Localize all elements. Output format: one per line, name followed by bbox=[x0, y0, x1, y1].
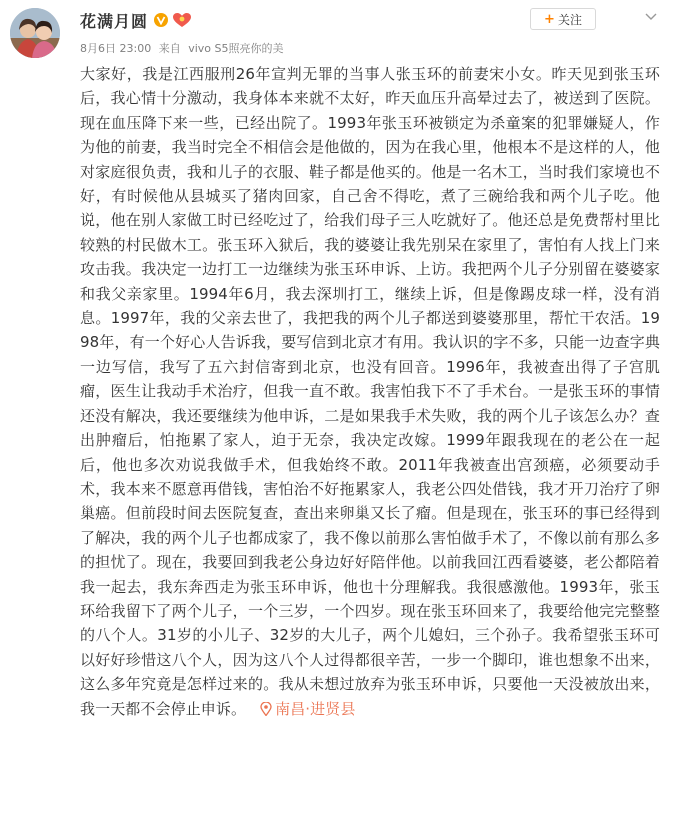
username[interactable]: 花满月圆 bbox=[80, 11, 149, 31]
post-date[interactable]: 8月6日 23:00 bbox=[80, 42, 152, 55]
plus-icon: + bbox=[544, 11, 555, 27]
vip-v-icon bbox=[154, 13, 168, 27]
location-label[interactable]: 南昌·进贤县 bbox=[275, 699, 356, 718]
post-source: vivo S5照亮你的美 bbox=[188, 42, 284, 55]
avatar[interactable] bbox=[10, 8, 60, 58]
chevron-down-icon bbox=[645, 13, 657, 21]
author-row bbox=[80, 8, 192, 32]
location-pin-icon bbox=[260, 702, 272, 716]
follow-button[interactable] bbox=[530, 8, 596, 30]
follow-label: 关注 bbox=[557, 12, 582, 27]
location-link[interactable] bbox=[246, 700, 355, 718]
source-prefix: 来自 bbox=[158, 42, 181, 55]
fan-level-icon bbox=[172, 12, 192, 28]
more-menu-button[interactable] bbox=[640, 6, 662, 28]
post-body bbox=[80, 62, 660, 721]
post-meta bbox=[80, 40, 284, 56]
post-text: 大家好，我是江西服刑26年宣判无罪的当事人张玉环的前妻宋小女。昨天见到张玉环后，我心情十分激动，我身体本来就不太好，昨天血压升高晕过去了，被送到了医院。现在血压降下来一些，已经出院了。1993年张玉环被锁定为杀童案的犯罪嫌疑人，作为他的前妻，我当时完全不相信会是他做的，因为在我心里，他根本不是这样的人，他对家庭很负责，我和儿子的衣服、鞋子都是他买的。他是一名木工，当时我们家境也不好，有时候他从县城买了猪肉回家，自己舍不得吃，煮了三碗给我和两个儿子吃。他说，他在别人家做工时已经吃过了，给我们母子三人吃就好了。他还总是免费帮村里比较熟的村民做木工。张玉环入狱后，我的婆婆让我先别呆在家里了，害怕有人找上门来攻击我。我决定一边打工一边继续为张玉环申诉、上访。我把两个儿子分别留在婆婆家和我父亲家里。1994年6月，我去深圳打工，继续上诉，但是像踢皮球一样，没有消息。1997年，我的父亲去世了，我把我的两个儿子都送到婆婆那里，帮忙干农活。1998年，有一个好心人告诉我，要写信到北京才有用。我认识的字不多，只能一边查字典一边写信，我写了五六封信寄到北京，也没有回音。1996年，我被查出得了子宫肌瘤，医生让我动手术治疗，但我一直不敢。我害怕我下不了手术台。一是张玉环的事情还没有解决，我还要继续为他申诉，二是如果我手术失败，我的两个儿子该怎么办？查出肿瘤后，怕拖累了家人，迫于无奈，我决定改嫁。1999年跟我现在的老公在一起后，他也多次劝说我做手术，但我始终不敢。2011年我被查出宫颈癌，必须要动手术，我本来不愿意再借钱，害怕治不好拖累家人，我老公四处借钱，我才开刀治疗了卵巢癌。但前段时间去医院复查，查出来卵巢又长了瘤。但是现在，张玉环的事已经得到了解决，我的两个儿子也都成家了，我不像以前那么害怕做手术了，不像以前有那么多的担忧了。现在，我要回到我老公身边好好陪伴他。以前我回江西看婆婆，老公都陪着我一起去，我东奔西走为张玉环申诉，他也十分理解我。我很感激他。1993年，张玉环给我留下了两个儿子，一个三岁，一个四岁。现在张玉环回来了，我要给他完完整整的八个人。31岁的小儿子、32岁的大儿子，两个儿媳妇，三个孙子。我希望张玉环可以好好珍惜这八个人，因为这八个人过得都很辛苦，一步一个脚印，谁也想象不出来，这么多年究竟是怎样过来的。我从未想过放弃为张玉环申诉，只要他一天没被放出来，我一天都不会停止申诉。 bbox=[80, 65, 660, 718]
